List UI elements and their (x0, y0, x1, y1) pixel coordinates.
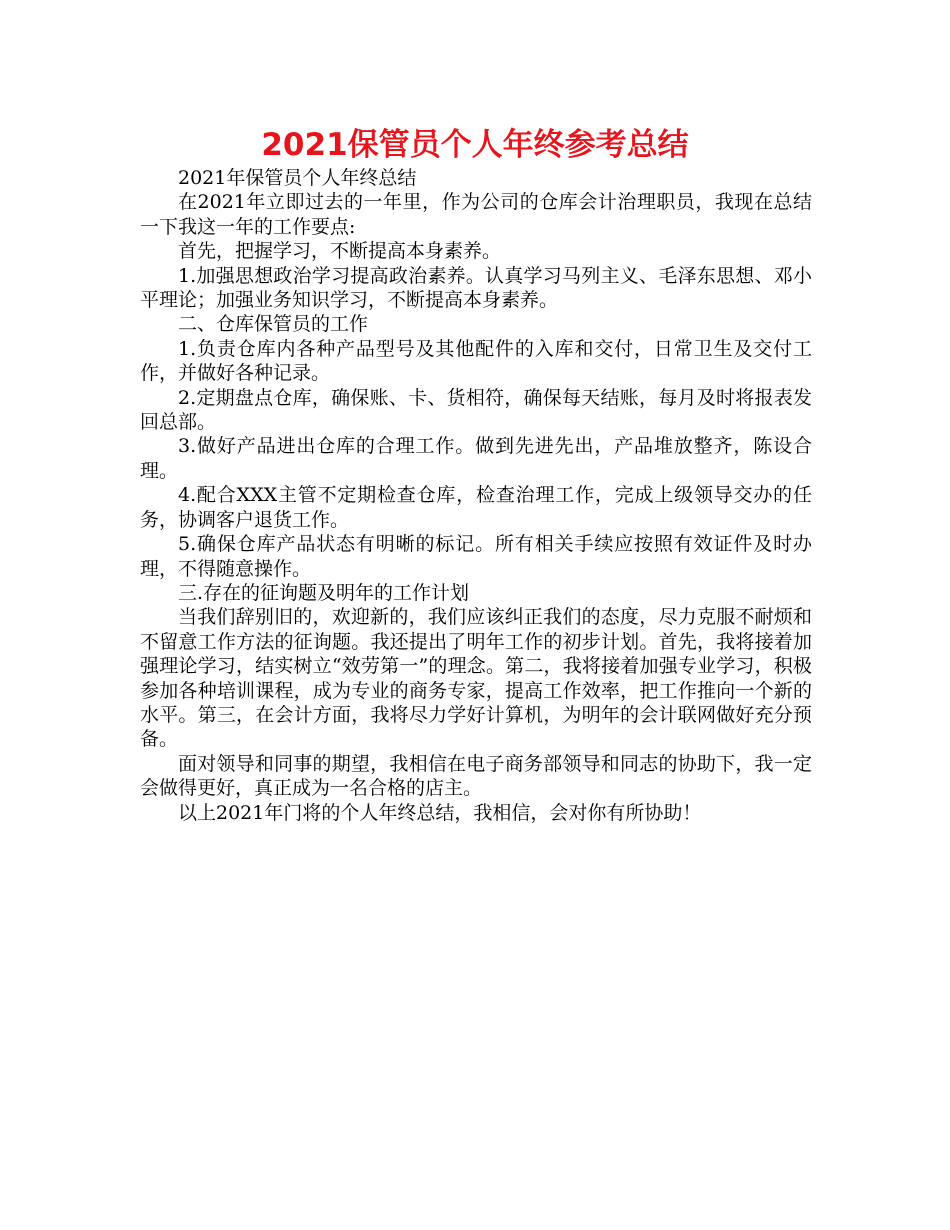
paragraph-section-two: 二、仓库保管员的工作 (178, 313, 369, 336)
paragraph-closing: 以上2021年门将的个人年终总结，我相信，会对你有所协助！ (178, 801, 702, 824)
paragraph-expectation: 面对领导和同事的期望，我相信在电子商务部领导和同志的协助下，我一定会做得更好，真正成为一名合格的店主。 (140, 752, 812, 800)
paragraph-plan: 当我们辞别旧的，欢迎新的，我们应该纠正我们的态度，尽力克服不耐烦和不留意工作方法的征询题。我还提出了明年工作的初步计划。首先，我将接着加强理论学习，结实树立“效劳第一”的理念。第二，我将接着加强专业学习，积极参加各种培训课程，成为专业的商务专家，提高工作效率，把工作推向一个新的水平。第三，在会计方面，我将尽力学好计算机，为明年的会计联网做好充分预备。 (140, 606, 812, 751)
document-body (140, 166, 812, 825)
document-title: 2021保管员个人年终参考总结 (261, 127, 689, 163)
paragraph-section-three: 三.存在的征询题及明年的工作计划 (178, 581, 470, 604)
paragraph-section-one: 首先，把握学习，不断提高本身素养。 (178, 240, 502, 263)
paragraph-intro: 在2021年立即过去的一年里，作为公司的仓库会计治理职员，我现在总结一下我这一年的工作要点: (140, 191, 812, 238)
paragraph-subtitle: 2021年保管员个人年终总结 (178, 167, 417, 189)
paragraph-item: 3.做好产品进出仓库的合理工作。做到先进先出，产品堆放整齐，陈设合理。 (140, 435, 812, 482)
paragraph-item: 1.负责仓库内各种产品型号及其他配件的入库和交付，日常卫生及交付工作，并做好各种记录。 (140, 337, 812, 385)
paragraph-item: 1.加强思想政治学习提高政治素养。认真学习马列主义、毛泽东思想、邓小平理论；加强业务知识学习，不断提高本身素养。 (140, 264, 812, 312)
paragraph-item: 2.定期盘点仓库，确保账、卡、货相符，确保每天结账，每月及时将报表发回总部。 (140, 386, 812, 434)
paragraph-item: 5.确保仓库产品状态有明晰的标记。所有相关手续应按照有效证件及时办理，不得随意操作。 (140, 533, 812, 580)
paragraph-item: 4.配合XXX主管不定期检查仓库，检查治理工作，完成上级领导交办的任务，协调客户退货工作。 (140, 484, 812, 531)
